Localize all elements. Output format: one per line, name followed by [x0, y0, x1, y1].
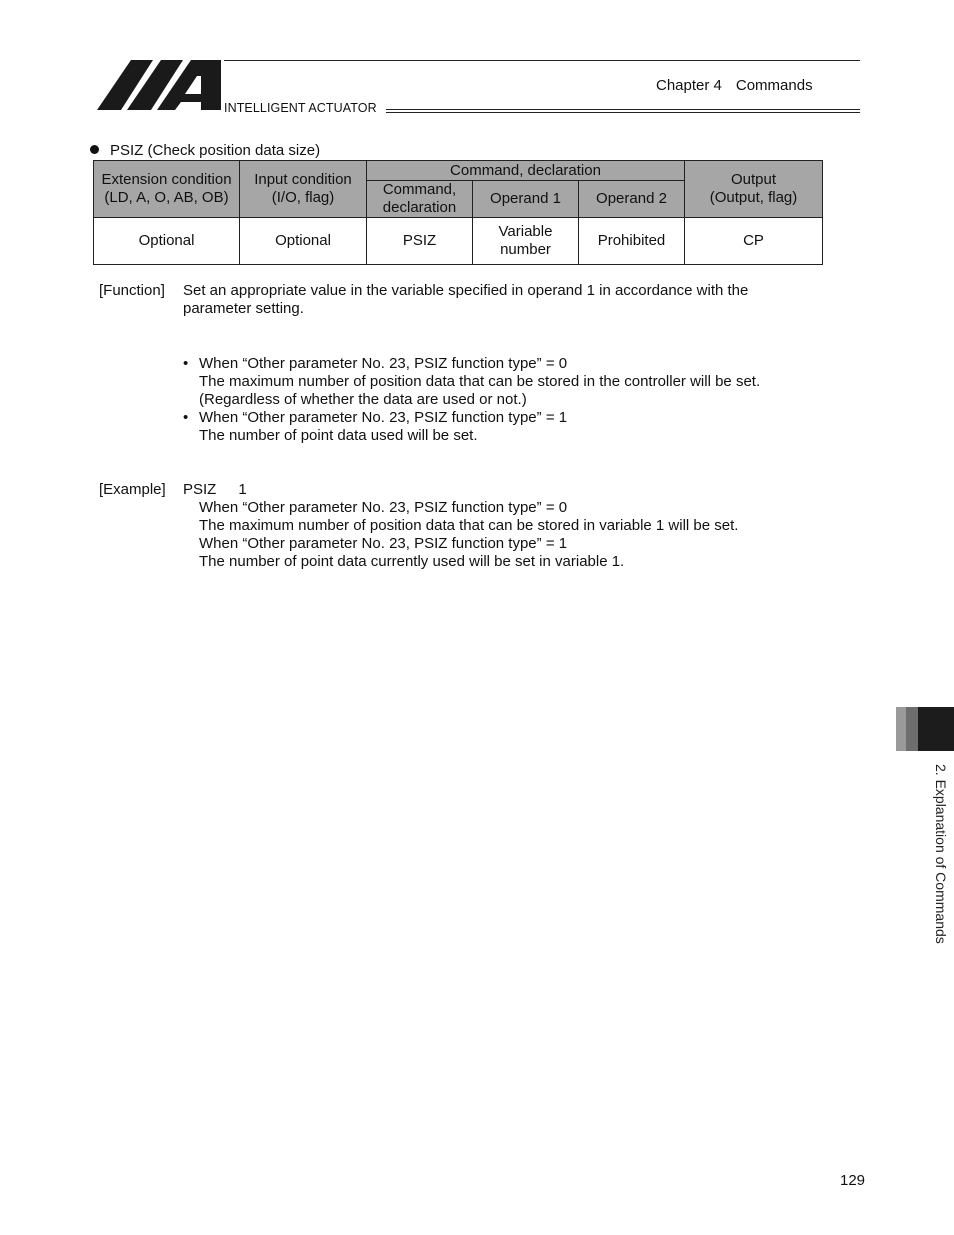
header-command-group: Command, declaration — [367, 161, 685, 181]
example-label: [Example] — [99, 481, 166, 498]
cell-output: CP — [685, 218, 823, 265]
side-tab-stripe-light — [896, 707, 906, 751]
side-tab-stripe-mid — [906, 707, 918, 751]
list-item: • When “Other parameter No. 23, PSIZ function type” = 0 The maximum number of position data that can be stored in the controller will be set. (Regardless of whether the data are used or not.) — [183, 355, 823, 409]
header-rule-bottom-2 — [386, 112, 860, 113]
side-tab-block — [918, 707, 954, 751]
list-item: • When “Other parameter No. 23, PSIZ function type” = 1 The number of point data used will be set. — [183, 409, 823, 445]
side-tab-label: 2. Explanation of Commands — [933, 764, 949, 944]
example-command-name: PSIZ — [183, 481, 217, 498]
example-command — [183, 481, 247, 499]
header-operand-1: Operand 1 — [473, 181, 579, 218]
cell-input: Optional — [240, 218, 367, 265]
example-line: When “Other parameter No. 23, PSIZ function type” = 0 — [199, 499, 568, 516]
command-table — [93, 160, 823, 265]
header-input-condition: Input condition (I/O, flag) — [240, 161, 367, 218]
iai-logo — [97, 58, 221, 112]
header-rule-bottom — [386, 109, 860, 110]
example-line: The number of point data currently used will be set in variable 1. — [199, 553, 625, 570]
example-operand: 1 — [238, 481, 247, 498]
page-number: 129 — [840, 1172, 866, 1189]
example-line: The maximum number of position data that can be stored in variable 1 will be set. — [199, 517, 739, 534]
section-title — [90, 142, 320, 159]
chapter-heading — [656, 77, 813, 94]
cell-operand-2: Prohibited — [579, 218, 685, 265]
header-rule-top — [224, 60, 860, 61]
header-operand-2: Operand 2 — [579, 181, 685, 218]
chapter-title: Commands — [735, 77, 813, 94]
bullet-icon — [90, 145, 99, 154]
function-text: Set an appropriate value in the variable specified in operand 1 in accordance with the parameter setting. — [183, 282, 749, 317]
function-label: [Function] — [99, 282, 165, 299]
section-title-text: PSIZ (Check position data size) — [110, 142, 321, 159]
header-extension-condition: Extension condition (LD, A, O, AB, OB) — [94, 161, 240, 218]
header-output: Output (Output, flag) — [685, 161, 823, 218]
example-line: When “Other parameter No. 23, PSIZ function type” = 1 — [199, 535, 568, 552]
example-description — [199, 499, 839, 571]
cell-command: PSIZ — [367, 218, 473, 265]
function-bullets — [183, 355, 823, 445]
brand-name: INTELLIGENT ACTUATOR — [224, 101, 377, 115]
chapter-number: Chapter 4 — [656, 77, 722, 94]
cell-extension: Optional — [94, 218, 240, 265]
cell-operand-1: Variable number — [473, 218, 579, 265]
header-command: Command, declaration — [367, 181, 473, 218]
